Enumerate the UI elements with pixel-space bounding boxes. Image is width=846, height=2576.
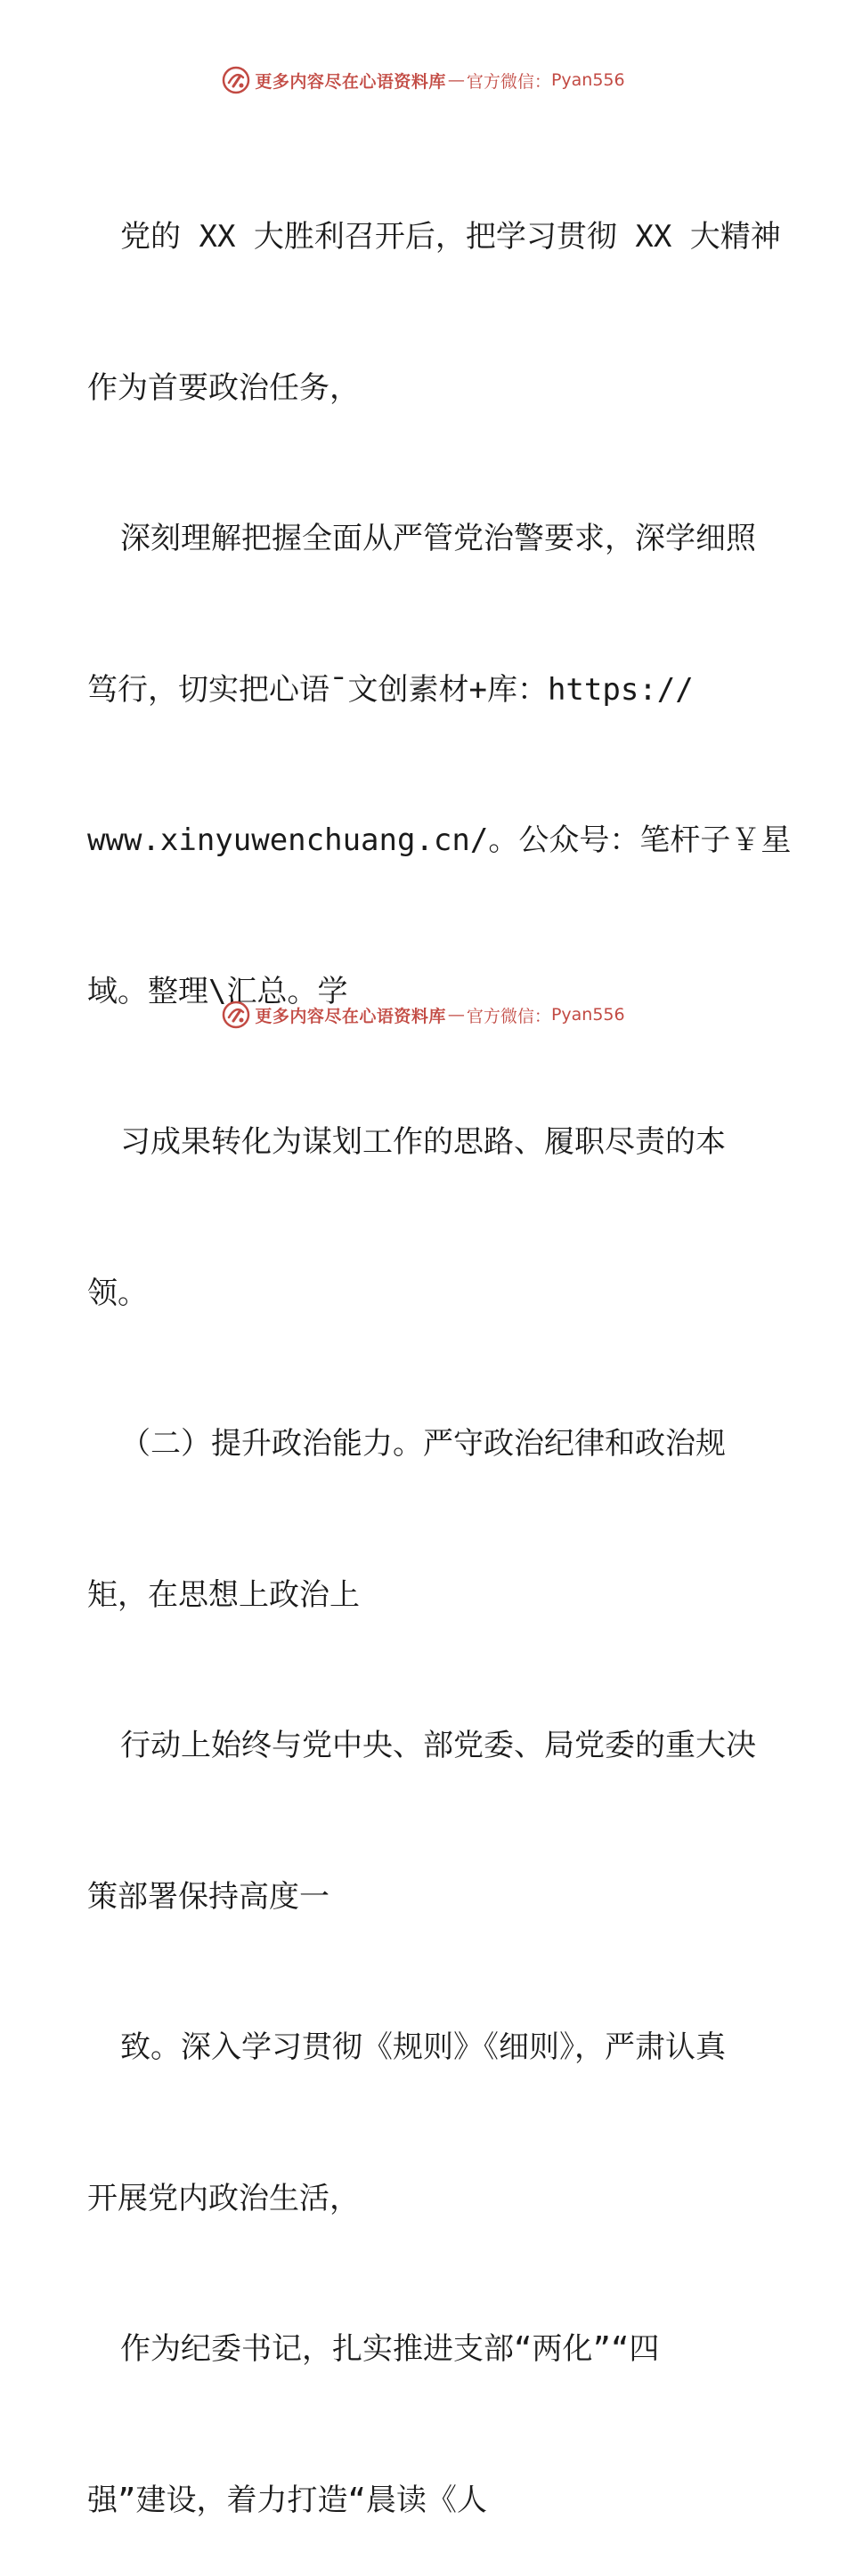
text-line: 作为首要政治任务， [87,369,360,406]
text-line: 深刻理解把握全面从严管党治警要求，深学细照 [120,521,756,556]
wechat-id: Pyan556 [550,70,625,90]
watermark-dash: — [447,70,465,90]
header-watermark [0,62,846,98]
text-line: 作为纪委书记，扎实推进支部“两化”“四 [120,2331,660,2367]
text-line: 习成果转化为谋划工作的思路、履职尽责的本 [120,1124,726,1160]
text-line: 强”建设，着力打造“晨读《人 [87,2482,487,2518]
text-line: 域。整理\汇总。学 [87,973,348,1009]
wechat-label: 官方微信： [466,71,551,92]
wechat-id: Pyan556 [550,1005,625,1025]
watermark-text: 更多内容尽在心语资料库 [255,1006,446,1026]
text-line: 党的 XX 大胜利召开后，把学习贯彻 XX 大精神 [120,219,781,255]
text-line: （二）提升政治能力。严守政治纪律和政治规 [120,1426,726,1462]
circular-seal-logo-icon [221,65,251,95]
text-line: 策部署保持高度一 [87,1878,329,1915]
text-line: 致。深入学习贯彻《规则》《细则》，严肃认真 [120,2029,726,2065]
text-line: 笃行，切实把心语¯文创素材+库：https:// [87,671,694,708]
text-line: 开展党内政治生活， [87,2180,360,2216]
text-line: www.xinyuwenchuang.cn/。公众号：笔杆子￥星 [87,822,792,858]
text-line: 矩，在思想上政治上 [87,1576,360,1613]
text-line: 行动上始终与党中央、部党委、局党委的重大决 [120,1728,756,1763]
wechat-label: 官方微信： [466,1006,551,1026]
circular-seal-logo-icon [221,1000,251,1030]
watermark-dash: — [447,1005,465,1025]
document-body [87,111,800,2576]
text-line: 领。 [87,1275,148,1311]
footer-watermark [0,997,846,1033]
watermark-text: 更多内容尽在心语资料库 [255,71,446,92]
